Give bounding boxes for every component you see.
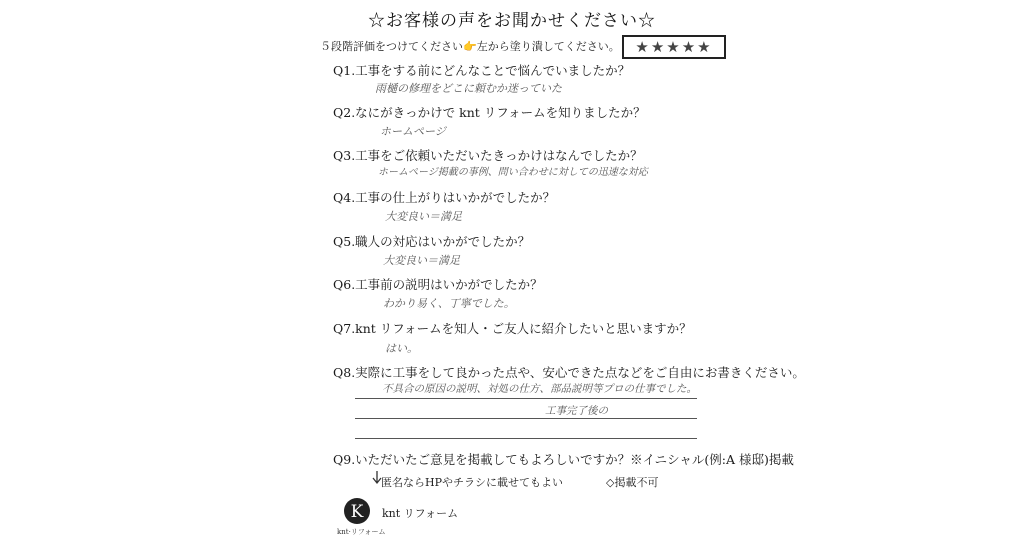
question-8: Q8.実際に工事をして良かった点や、安心できた点などをご自由にお書きください。 <box>333 365 805 380</box>
answer-4: 大変良い＝満足 <box>385 210 462 223</box>
answer-8: 不具合の原因の説明、対処の仕方、部品説明等プロの仕事でした。 <box>382 383 697 395</box>
answer-6: わかり易く、丁寧でした。 <box>383 297 515 310</box>
question-9: Q9.いただいたご意見を掲載してもよろしいですか？※イニシャル(例:A 様邸)掲載 <box>333 452 794 467</box>
question-7: Q7.knt リフォームを知人・ご友人に紹介したいと思いますか？ <box>333 321 692 336</box>
answer-2: ホームページ <box>380 125 446 138</box>
knt-logo-icon <box>343 497 371 525</box>
answer-5: 大変良い＝満足 <box>383 254 460 267</box>
rating-instruction <box>320 38 620 54</box>
star-rating: ★★★★★ <box>622 35 726 59</box>
rating-prompt: ５段階評価をつけてください <box>320 40 463 53</box>
answer-8-insert: 工事完了後の <box>545 405 608 417</box>
option-no-publish: ◇掲載不可 <box>606 476 659 489</box>
answer-line-1 <box>355 398 697 399</box>
brand-name: knt リフォーム <box>382 507 459 520</box>
page-title: ☆お客様の声をお聞かせください☆ <box>368 11 656 31</box>
rating-fill-instruction: 左から塗り潰してください。 <box>476 40 620 53</box>
question-3: Q3.工事をご依頼いただいたきっかけはなんでしたか？ <box>333 148 643 163</box>
question-6: Q6.工事前の説明はいかがでしたか？ <box>333 277 543 292</box>
pointing-hand-icon: 👉 <box>463 40 477 53</box>
option-anonymous-ok: 匿名ならHPやチラシに載せてもよい <box>381 476 563 489</box>
svg-text:K: K <box>350 502 364 522</box>
answer-3: ホームページ掲載の事例、問い合わせに対しての迅速な対応 <box>378 167 648 178</box>
answer-7: はい。 <box>385 342 418 355</box>
answer-1: 雨樋の修理をどこに頼むか迷っていた <box>375 82 562 95</box>
answer-line-3 <box>355 438 697 439</box>
question-1: Q1.工事をする前にどんなことで悩んでいましたか？ <box>333 63 631 78</box>
question-5: Q5.職人の対応はいかがでしたか？ <box>333 234 531 249</box>
question-4: Q4.工事の仕上がりはいかがでしたか？ <box>333 190 556 205</box>
logo-subtext: knt·リフォーム <box>337 528 386 536</box>
answer-line-2 <box>355 418 697 419</box>
question-2: Q2.なにがきっかけで knt リフォームを知りましたか？ <box>333 105 646 120</box>
